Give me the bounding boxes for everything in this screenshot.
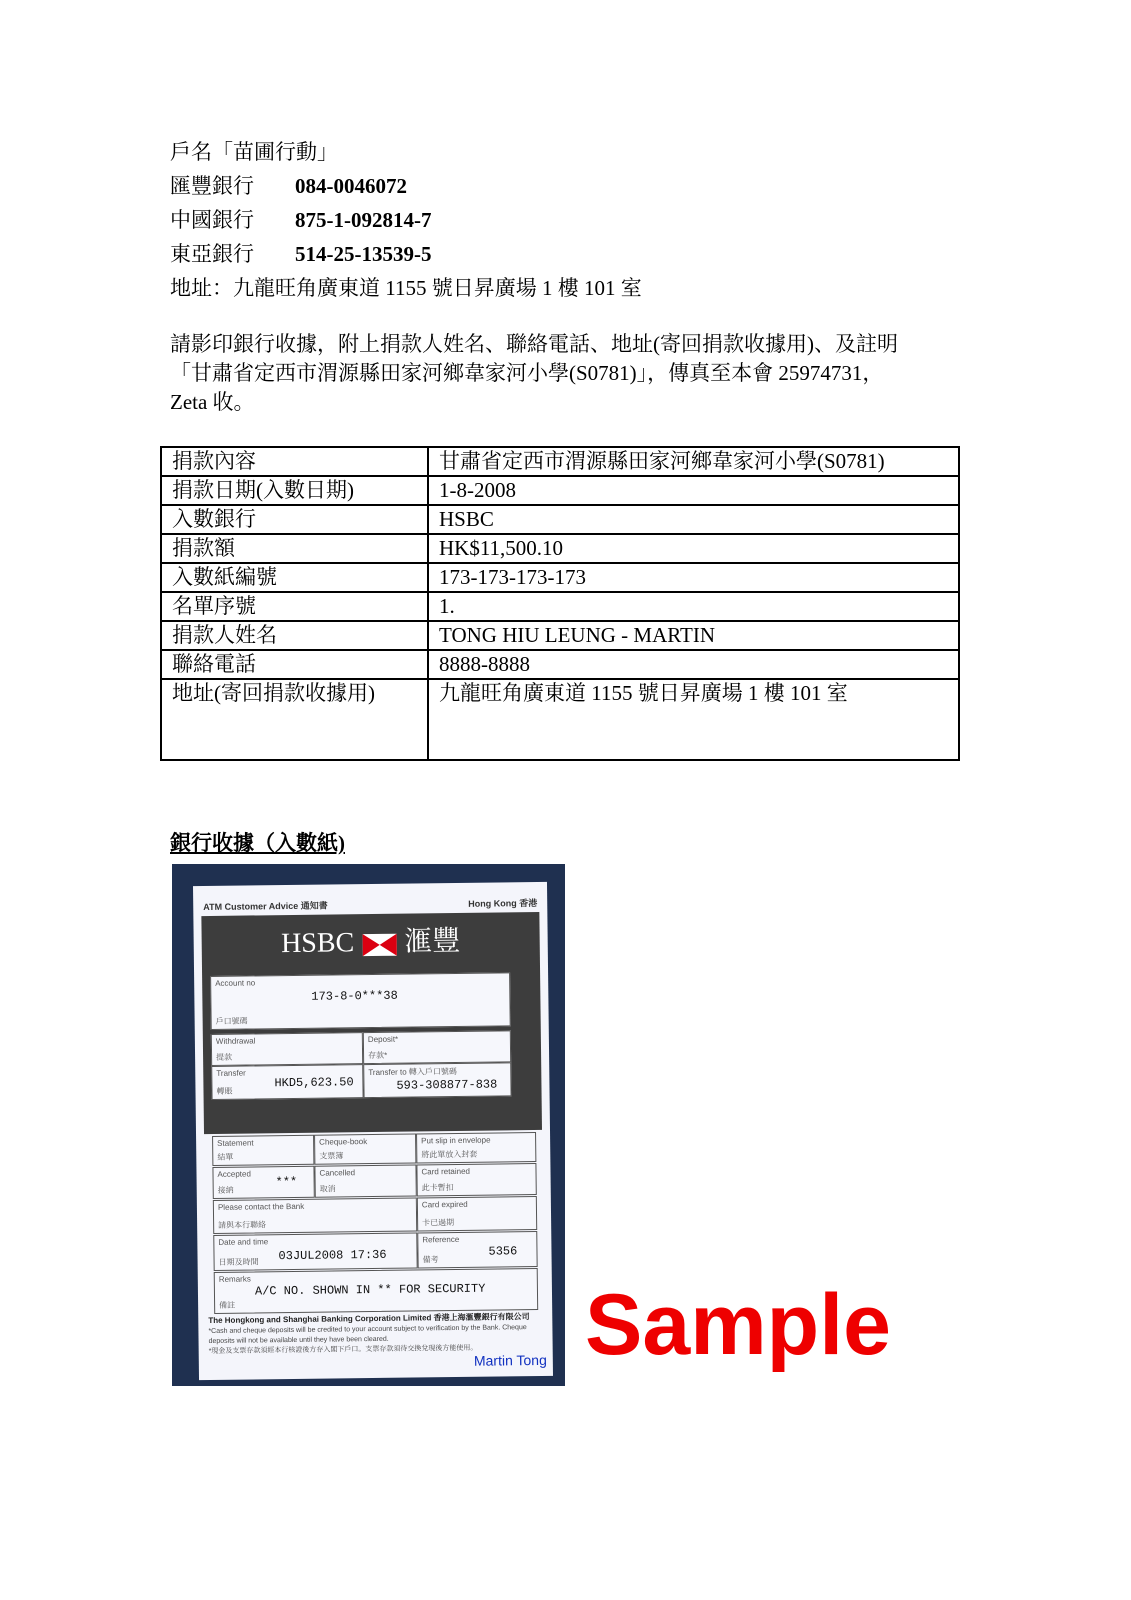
- field-label: 日期及時間: [218, 1257, 259, 1267]
- transfer-amount: HKD5,623.50: [274, 1075, 354, 1091]
- remarks-box: [214, 1268, 538, 1314]
- row-value: HSBC: [428, 505, 959, 534]
- instructions-line: 請影印銀行收據，附上捐款人姓名、聯絡電話、地址(寄回捐款收據用)、及註明: [170, 332, 898, 356]
- footer-line: deposits will not be available until they have been cleared.: [208, 1335, 389, 1346]
- row-value: HK$11,500.10: [428, 534, 959, 563]
- bank-account: 084-0046072: [295, 174, 407, 198]
- field-label: Deposit*: [367, 1034, 399, 1045]
- transfer-to-box: [363, 1062, 511, 1098]
- account-name: 戶名「苗圃行動」: [170, 140, 338, 164]
- hsbc-logo: [202, 924, 540, 962]
- accepted-value: ***: [275, 1174, 298, 1190]
- statement-box: [212, 1135, 314, 1166]
- datetime-box: [213, 1232, 417, 1270]
- instructions-paragraph: [170, 330, 970, 417]
- field-label: Remarks: [218, 1274, 251, 1284]
- bank-row-bea: [170, 240, 431, 268]
- row-label: 捐款內容: [161, 447, 428, 476]
- cheque-book-box: [314, 1133, 416, 1164]
- slip-title: ATM Customer Advice 通知書: [203, 900, 328, 913]
- row-label: 名單序號: [161, 592, 428, 621]
- field-label: Transfer to 轉入戶口號碼: [368, 1066, 457, 1078]
- table-row: [161, 650, 959, 679]
- row-label: 捐款日期(入數日期): [161, 476, 428, 505]
- field-label: 卡已過期: [422, 1218, 455, 1228]
- account-box: [210, 972, 511, 1030]
- envelope-box: [416, 1132, 536, 1163]
- bank-row-boc: [170, 206, 431, 234]
- deposit-box: [363, 1030, 511, 1064]
- table-row: [161, 447, 959, 476]
- reference-box: [417, 1231, 537, 1268]
- field-label: 戶口號碼: [215, 1016, 248, 1026]
- brand-name-cn: 滙豐: [404, 925, 461, 958]
- field-label: Date and time: [218, 1237, 269, 1247]
- table-row: [161, 563, 959, 592]
- field-label: 提款: [216, 1052, 233, 1062]
- account-value: 173-8-0***38: [311, 988, 398, 1004]
- cancelled-box: [314, 1164, 416, 1197]
- row-label: 聯絡電話: [161, 650, 428, 679]
- bank-account: 875-1-092814-7: [295, 208, 432, 232]
- brand-name: HSBC: [280, 927, 355, 960]
- datetime-value: 03JUL2008 17:36: [278, 1247, 387, 1264]
- instructions-line: 「甘肅省定西市渭源縣田家河鄉韋家河小學(S0781)」，傳真至本會 25974731，: [170, 361, 884, 385]
- receipt-photo: [172, 864, 565, 1386]
- row-label: 入數紙編號: [161, 563, 428, 592]
- row-label: 地址(寄回捐款收據用): [161, 679, 428, 760]
- reference-value: 5356: [488, 1244, 518, 1259]
- table-row: [161, 621, 959, 650]
- row-value: 173-173-173-173: [428, 563, 959, 592]
- field-label: 結單: [217, 1152, 234, 1162]
- field-label: 轉賬: [216, 1086, 233, 1096]
- row-value: 九龍旺角廣東道 1155 號日昇廣場 1 樓 101 室: [428, 679, 959, 760]
- field-label: Put slip in envelope: [421, 1135, 491, 1146]
- row-label: 捐款人姓名: [161, 621, 428, 650]
- field-label: Statement: [217, 1138, 254, 1148]
- row-value: 1-8-2008: [428, 476, 959, 505]
- contact-bank-box: [213, 1197, 417, 1233]
- table-row: [161, 534, 959, 563]
- field-label: 此卡暫扣: [421, 1183, 454, 1193]
- field-label: 支票簿: [319, 1151, 344, 1161]
- donation-info-table: [160, 446, 960, 761]
- hsbc-panel: [201, 912, 542, 1134]
- receipt-heading: 銀行收據（入數紙): [170, 831, 345, 855]
- withdrawal-box: [211, 1032, 363, 1066]
- bank-row-hsbc: [170, 172, 407, 200]
- field-label: 將此單放入封套: [421, 1149, 478, 1160]
- row-value: 8888-8888: [428, 650, 959, 679]
- field-label: 備考: [422, 1255, 439, 1265]
- bank-name: 東亞銀行: [170, 242, 254, 266]
- field-label: 存款*: [368, 1050, 388, 1061]
- remarks-value: A/C NO. SHOWN IN ** FOR SECURITY: [254, 1281, 486, 1299]
- footer-title: The Hongkong and Shanghai Banking Corporation Limited 香港上海滙豐銀行有限公司: [208, 1312, 530, 1326]
- address-line: 地址：九龍旺角廣東道 1155 號日昇廣場 1 樓 101 室: [170, 276, 642, 300]
- card-expired-box: [417, 1196, 537, 1231]
- table-row: [161, 505, 959, 534]
- bank-name: 中國銀行: [170, 208, 254, 232]
- field-label: 接納: [217, 1185, 234, 1195]
- footer-line: *現金及支票存款須經本行核證後方存入閣下戶口。支票存款須待交換兌現後方能使用。: [208, 1344, 478, 1356]
- atm-slip: [193, 882, 553, 1380]
- sample-watermark: Sample: [585, 1277, 891, 1373]
- field-label: Cancelled: [319, 1168, 356, 1178]
- bank-name: 匯豐銀行: [170, 174, 254, 198]
- field-label: 請與本行聯絡: [218, 1220, 267, 1230]
- slip-footer: [208, 1312, 542, 1357]
- table-row: [161, 476, 959, 505]
- row-value: TONG HIU LEUNG - MARTIN: [428, 621, 959, 650]
- slip-header: [203, 896, 537, 913]
- accepted-box: [212, 1166, 314, 1199]
- field-label: Reference: [422, 1234, 460, 1245]
- field-label: Card retained: [421, 1166, 471, 1177]
- transfer-to-account: 593-308877-838: [396, 1077, 498, 1093]
- row-label: 捐款額: [161, 534, 428, 563]
- field-label: Card expired: [421, 1199, 468, 1210]
- field-label: 取消: [319, 1184, 336, 1194]
- field-label: Transfer: [216, 1068, 246, 1078]
- field-label: 備註: [219, 1300, 236, 1310]
- footer-line: *Cash and cheque deposits will be credited to your account subject to verification by the Bank. Cheque: [208, 1324, 527, 1336]
- hsbc-hexagon-icon: [362, 933, 396, 955]
- table-row: [161, 592, 959, 621]
- row-value: 1.: [428, 592, 959, 621]
- instructions-line: Zeta 收。: [170, 390, 255, 414]
- slip-region: Hong Kong 香港: [468, 897, 538, 909]
- field-label: Accepted: [217, 1169, 251, 1179]
- row-label: 入數銀行: [161, 505, 428, 534]
- field-label: Please contact the Bank: [217, 1201, 305, 1212]
- signature-text: Martin Tong: [473, 1351, 547, 1369]
- field-label: Withdrawal: [215, 1036, 256, 1046]
- transfer-box: [211, 1064, 363, 1100]
- bank-account: 514-25-13539-5: [295, 242, 432, 266]
- table-row: [161, 679, 959, 760]
- card-retained-box: [416, 1163, 536, 1196]
- field-label: Account no: [215, 978, 256, 988]
- field-label: Cheque-book: [319, 1137, 368, 1147]
- row-value: 甘肅省定西市渭源縣田家河鄉韋家河小學(S0781): [428, 447, 959, 476]
